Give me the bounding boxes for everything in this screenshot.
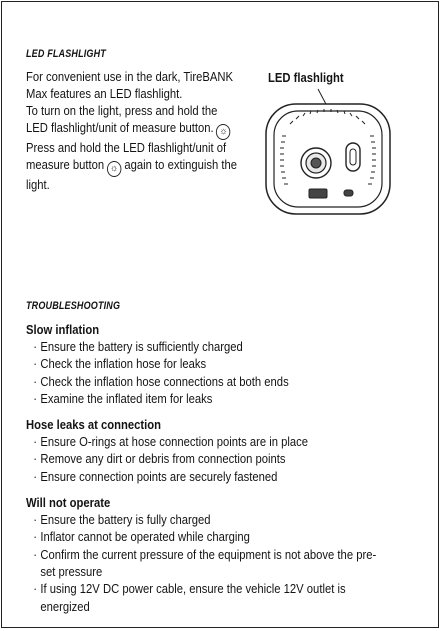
flashlight-instructions — [26, 69, 238, 194]
list-item: · Inflator cannot be operated while charging — [33, 529, 386, 546]
usb-port — [309, 189, 327, 198]
led-flashlight-heading: LED FLASHLIGHT — [26, 48, 106, 60]
list-item: · Ensure O-rings at hose connection points are in place — [33, 434, 386, 451]
charging-port — [344, 190, 353, 196]
group-title: Hose leaks at connection — [26, 418, 162, 433]
list-item: · Check the inflation hose connections at both ends — [33, 374, 386, 391]
flashlight-turn-on: To turn on the light, press and hold the LED flashlight/unit of measure button. ☼ — [26, 103, 238, 140]
troubleshooting-heading: TROUBLESHOOTING — [26, 300, 121, 312]
group-title: Slow inflation — [26, 323, 100, 337]
device-illustration — [260, 86, 396, 216]
list-item: · Remove any dirt or debris from connection points — [33, 451, 386, 468]
troubleshooting-group-will-not-operate — [26, 495, 386, 616]
list-item: · Ensure the battery is sufficiently charged — [33, 339, 386, 356]
list-item: · If using 12V DC power cable, ensure the vehicle 12V outlet is energized — [33, 581, 386, 616]
troubleshooting-list — [26, 322, 386, 616]
troubleshooting-group-hose-leaks — [26, 417, 386, 486]
list-item: · Ensure the battery is fully charged — [33, 512, 386, 529]
flashlight-intro: For convenient use in the dark, TireBANK Max features an LED flashlight. — [26, 70, 233, 101]
led-flashlight-callout: LED flashlight — [268, 71, 344, 85]
sun-icon: ☼ — [216, 124, 230, 140]
list-item: · Confirm the current pressure of the equipment is not above the pre-set pressure — [33, 547, 386, 582]
list-item: · Check the inflation hose for leaks — [33, 356, 386, 373]
sun-icon: ☼ — [107, 161, 121, 177]
flashlight-turn-off: Press and hold the LED flashlight/unit of measure button ☼ again to extinguish the light. — [26, 141, 237, 192]
flashlight-button — [346, 143, 360, 171]
list-item: · Ensure connection points are securely fastened — [33, 469, 386, 486]
list-item: · Examine the inflated item for leaks — [33, 391, 386, 408]
group-title: Will not operate — [26, 496, 111, 511]
troubleshooting-group-slow-inflation — [26, 322, 386, 408]
manual-page — [1, 1, 439, 628]
